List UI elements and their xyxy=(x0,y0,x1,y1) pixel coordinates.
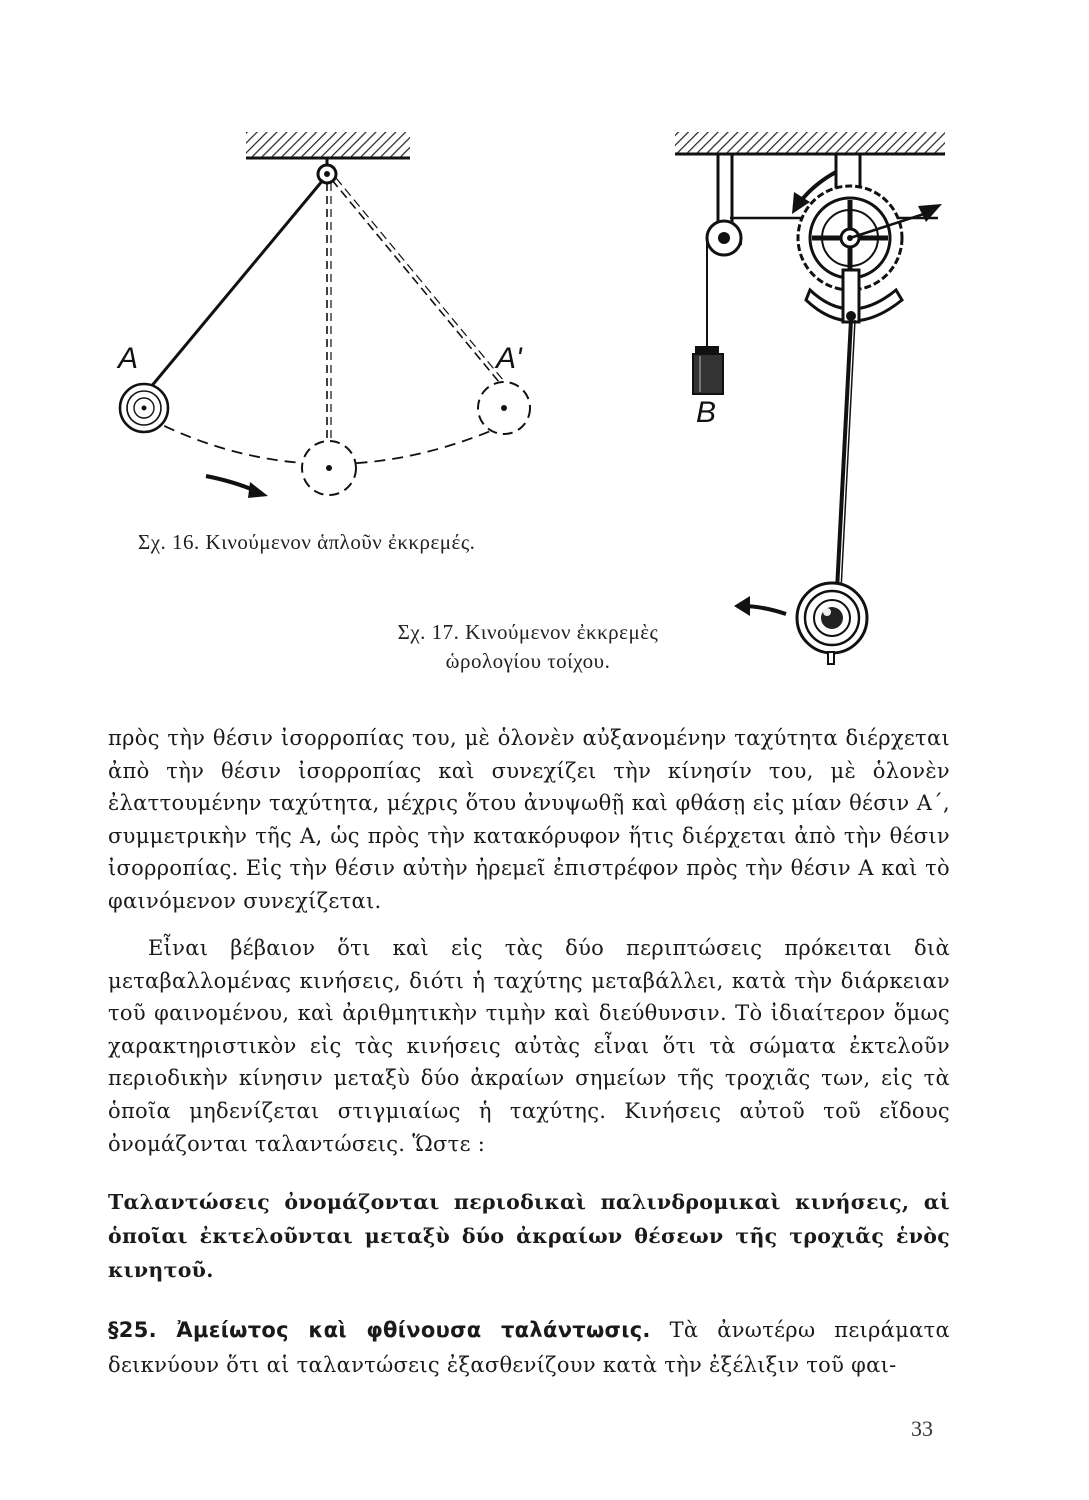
pendulum-string-a-prime-2 xyxy=(336,178,508,386)
pendulum-string-a xyxy=(150,180,323,388)
bob-direction-arrow-icon xyxy=(734,596,786,616)
section-25-paragraph xyxy=(108,1313,950,1383)
section-text: Τὰ ἀνωτέρω πειράματα δεικνύουν ὅτι αἱ ταλαντώσεις ἐξασθενίζουν κατὰ τὴν ἐξέλιξιν τοῦ φαι- xyxy=(108,1318,950,1377)
ceiling-support xyxy=(246,132,410,158)
definition-paragraph: Ταλαντώσεις ὀνομάζονται περιοδικαὶ παλινδρομικαὶ κινήσεις, αἱ ὁποῖαι ἐκτελοῦνται μεταξὺ δύο ἀκραίων θέσεων τῆς τροχιᾶς ἑνὸς κινητοῦ. xyxy=(108,1190,950,1282)
label-a-prime: A' xyxy=(496,342,522,375)
escape-wheel xyxy=(798,186,942,290)
paragraph-1: πρὸς τὴν θέσιν ἰσορροπίας του, μὲ ὁλονὲν αὐξανομένην ταχύτητα διέρχεται ἀπὸ τὴν θέσιν ἰσορροπίας καὶ συνεχίζει τὴν κίνησίν του, μὲ ὁλονὲν ἐλαττουμένην ταχύτητα, μέχρις ὅτου ἀνυψωθῇ καὶ φθάσῃ εἰς μίαν θέσιν Α΄, συμμετρικὴν τῆς Α, ὡς πρὸς τὴν κατακόρυφον ἥτις διέρχεται ἀπὸ τὴν θέσιν ἰσορροπίας. Εἰς τὴν θέσιν αὐτὴν ἠρεμεῖ ἐπιστρέφον πρὸς τὴν θέσιν Α καὶ τὸ φαινόμενον συνεχίζεται. xyxy=(108,726,950,913)
section-heading: §25. Ἀμείωτος καὶ φθίνουσα ταλάντωσις. xyxy=(108,1318,651,1342)
figure-17-caption-line2: ὡρολογίου τοίχου. xyxy=(445,649,611,673)
label-b: B xyxy=(696,396,717,429)
paragraph-2: Εἶναι βέβαιον ὅτι καὶ εἰς τὰς δύο περιπτώσεις πρόκειται διὰ μεταβαλλομένας κινήσεις, διότι ἡ ταχύτης μεταβάλλει, κατὰ τὴν διάρκειαν τοῦ φαινομένου, καὶ ἀριθμητικὴν τιμὴν καὶ διεύθυνσιν. Τὸ ἰδιαίτερον ὅμως χαρακτηριστικὸν εἰς τὰς κινήσεις αὐτὰς εἶναι ὅτι τὰ σώματα ἐκτελοῦν περιοδικὴν κίνησιν μεταξὺ δύο ἀκραίων σημείων τῆς τροχιᾶς των, εἰς τὰ ὁποῖα μηδενίζεται στιγμιαίως ἡ ταχύτης. Κινήσεις αὐτοῦ τοῦ εἴδους ὀνομάζονται ταλαντώσεις. Ὥστε : xyxy=(108,936,950,1156)
figure-16-simple-pendulum xyxy=(100,120,560,520)
bob-center xyxy=(302,441,356,495)
page-number: 33 xyxy=(911,1416,933,1441)
weight-b xyxy=(693,346,723,394)
figure-17-caption-line1: Σχ. 17. Κινούμενον ἐκκρεμὲς xyxy=(397,620,659,644)
bob-a xyxy=(120,384,168,432)
figure-17-caption xyxy=(358,618,698,676)
figure-17-clock-pendulum xyxy=(660,120,960,680)
label-a: A xyxy=(118,342,139,375)
ceiling-support xyxy=(675,132,945,154)
pivot xyxy=(318,158,336,183)
pulley xyxy=(707,221,741,255)
pendulum-rod xyxy=(837,320,851,590)
figure-16-caption: Σχ. 16. Κινούμενον ἁπλοῦν ἐκκρεμές. xyxy=(138,530,476,554)
pendulum-string-a-prime xyxy=(332,180,504,388)
bob-a-prime xyxy=(478,382,530,434)
direction-arrow-icon xyxy=(206,476,268,498)
pendulum-bob xyxy=(797,583,867,664)
